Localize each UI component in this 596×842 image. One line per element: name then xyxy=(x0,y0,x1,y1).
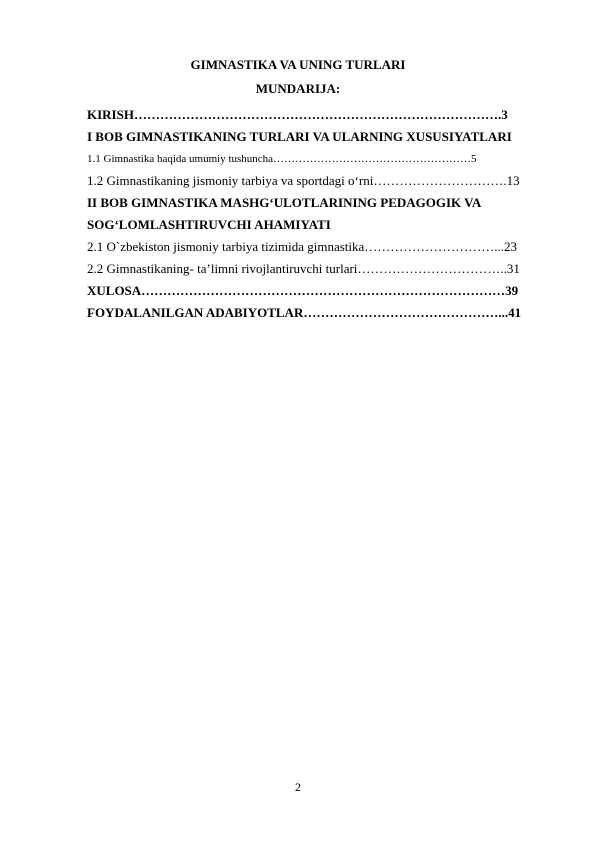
toc-entry-xulosa: XULOSA…………………………………………………………………………39 xyxy=(87,283,519,298)
toc-entry-2-1: 2.1 O`zbekiston jismoniy tarbiya tizimida gimnastika…………………………...23 xyxy=(87,239,518,254)
document-title: GIMNASTIKA VA UNING TURLARI xyxy=(190,57,406,72)
toc-entry-1-2: 1.2 Gimnastikaning jismoniy tarbiya va sportdagi o‘rni………………………….13 xyxy=(87,173,520,188)
table-of-contents xyxy=(87,104,557,324)
page-number: 2 xyxy=(295,780,301,794)
toc-entry-chapter-2-cont: SOG‘LOMLASHTIRUVCHI AHAMIYATI xyxy=(87,217,331,232)
toc-entry-1-1: 1.1 Gimnastika haqida umumiy tushuncha………………………………………………5 xyxy=(87,153,477,165)
toc-heading: MUNDARIJA: xyxy=(255,81,341,96)
toc-entry-chapter-1: I BOB GIMNASTIKANING TURLARI VA ULARNING XUSUSIYATLARI xyxy=(87,129,512,144)
toc-entry-references: FOYDALANILGAN ADABIYOTLAR………………………………………...41 xyxy=(87,305,522,320)
toc-entry-kirish: KIRISH………………………………………………………………………….3 xyxy=(87,107,508,122)
toc-entry-chapter-2: II BOB GIMNASTIKA MASHG‘ULOTLARINING PEDAGOGIK VA xyxy=(87,195,482,210)
toc-entry-2-2: 2.2 Gimnastikaning- ta’limni rivojlantiruvchi turlari……………………………..31 xyxy=(87,261,520,276)
